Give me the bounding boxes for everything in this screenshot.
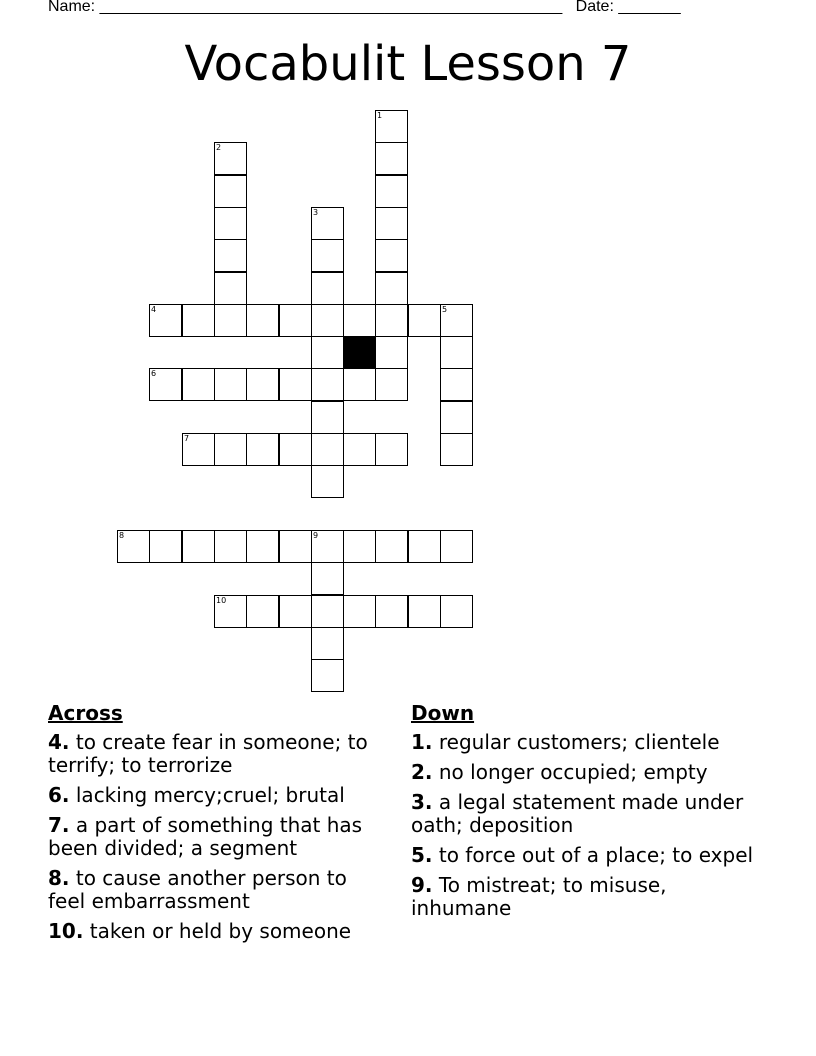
clue-text: a part of something that has been divided; a segment [48, 813, 363, 860]
cell-number: 5 [442, 305, 448, 314]
grid-cell[interactable] [182, 530, 215, 563]
clue-down-9 [411, 874, 771, 920]
clue-number: 1. [411, 730, 433, 754]
cell-number: 10 [216, 596, 227, 605]
grid-cell[interactable] [311, 368, 344, 401]
clue-down-5 [411, 844, 771, 867]
cell-number: 3 [313, 208, 319, 217]
grid-cell[interactable] [214, 304, 247, 337]
clue-across-6 [48, 784, 388, 807]
clue-across-4 [48, 731, 388, 777]
date-field-label[interactable]: Date: _______ [575, 0, 681, 15]
grid-cell[interactable] [311, 627, 344, 660]
cell-number: 6 [151, 369, 157, 378]
clue-text: lacking mercy;cruel; brutal [75, 783, 345, 807]
clue-text: no longer occupied; empty [438, 760, 708, 784]
grid-cell[interactable] [311, 304, 344, 337]
grid-cell[interactable] [311, 562, 344, 595]
page-title: Vocabulit Lesson 7 [184, 36, 632, 92]
grid-cell[interactable] [375, 207, 408, 240]
grid-cell[interactable] [149, 530, 182, 563]
cell-number: 8 [119, 531, 125, 540]
grid-cell[interactable] [214, 433, 247, 466]
grid-cell[interactable] [440, 368, 473, 401]
grid-cell[interactable] [246, 530, 279, 563]
grid-cell[interactable] [343, 433, 376, 466]
clue-text: taken or held by someone [89, 919, 352, 943]
clue-text: to force out of a place; to expel [438, 843, 754, 867]
grid-cell[interactable] [343, 595, 376, 628]
grid-cell[interactable] [149, 368, 182, 401]
grid-cell[interactable] [375, 110, 408, 143]
grid-cell[interactable] [343, 304, 376, 337]
grid-cell[interactable] [375, 368, 408, 401]
name-field-label[interactable]: Name: ____________________________________________________ [48, 0, 563, 15]
cell-number: 4 [151, 305, 157, 314]
clue-number: 4. [48, 730, 70, 754]
clue-text: regular customers; clientele [438, 730, 720, 754]
clue-across-7 [48, 814, 388, 860]
grid-cell[interactable] [246, 368, 279, 401]
grid-cell[interactable] [440, 304, 473, 337]
clue-number: 9. [411, 873, 433, 897]
grid-cell[interactable] [279, 433, 312, 466]
down-heading: Down [411, 701, 475, 725]
grid-cell[interactable] [149, 304, 182, 337]
clue-across-10 [48, 920, 388, 943]
grid-cell[interactable] [375, 272, 408, 305]
cell-number: 1 [377, 111, 383, 120]
grid-cell[interactable] [311, 239, 344, 272]
blocked-cell [343, 336, 376, 369]
grid-cell[interactable] [343, 368, 376, 401]
grid-cell[interactable] [214, 239, 247, 272]
grid-cell[interactable] [311, 272, 344, 305]
clue-number: 5. [411, 843, 433, 867]
grid-cell[interactable] [311, 465, 344, 498]
clue-text: a legal statement made under oath; deposition [411, 790, 744, 837]
grid-cell[interactable] [375, 595, 408, 628]
clue-number: 3. [411, 790, 433, 814]
down-clues [411, 702, 771, 927]
grid-cell[interactable] [440, 336, 473, 369]
grid-cell[interactable] [214, 368, 247, 401]
grid-cell[interactable] [408, 304, 441, 337]
grid-cell[interactable] [375, 433, 408, 466]
grid-cell[interactable] [214, 207, 247, 240]
grid-cell[interactable] [246, 304, 279, 337]
grid-cell[interactable] [182, 368, 215, 401]
clue-number: 8. [48, 866, 70, 890]
clue-text: To mistreat; to misuse, inhumane [411, 873, 667, 920]
across-heading: Across [48, 701, 123, 725]
grid-cell[interactable] [279, 530, 312, 563]
grid-cell[interactable] [375, 142, 408, 175]
grid-cell[interactable] [408, 530, 441, 563]
grid-cell[interactable] [311, 401, 344, 434]
clue-number: 7. [48, 813, 70, 837]
cell-number: 7 [184, 434, 190, 443]
grid-cell[interactable] [246, 433, 279, 466]
grid-cell[interactable] [182, 304, 215, 337]
clue-across-8 [48, 867, 388, 913]
grid-cell[interactable] [214, 175, 247, 208]
grid-cell[interactable] [279, 368, 312, 401]
clue-text: to create fear in someone; to terrify; to terrorize [48, 730, 368, 777]
clue-number: 10. [48, 919, 84, 943]
clue-text: to cause another person to feel embarrassment [48, 866, 347, 913]
grid-cell[interactable] [246, 595, 279, 628]
grid-cell[interactable] [311, 659, 344, 692]
clue-number: 2. [411, 760, 433, 784]
grid-cell[interactable] [311, 336, 344, 369]
grid-cell[interactable] [375, 239, 408, 272]
grid-cell[interactable] [375, 336, 408, 369]
grid-cell[interactable] [279, 304, 312, 337]
grid-cell[interactable] [214, 595, 247, 628]
grid-cell[interactable] [408, 595, 441, 628]
grid-cell[interactable] [375, 530, 408, 563]
grid-cell[interactable] [440, 433, 473, 466]
cell-number: 2 [216, 143, 222, 152]
grid-cell[interactable] [375, 304, 408, 337]
grid-cell[interactable] [279, 595, 312, 628]
grid-cell[interactable] [117, 530, 150, 563]
grid-cell[interactable] [311, 530, 344, 563]
clue-number: 6. [48, 783, 70, 807]
grid-cell[interactable] [214, 530, 247, 563]
clue-down-3 [411, 791, 771, 837]
grid-cell[interactable] [311, 595, 344, 628]
clue-down-2 [411, 761, 771, 784]
grid-cell[interactable] [375, 175, 408, 208]
grid-cell[interactable] [440, 595, 473, 628]
grid-cell[interactable] [182, 433, 215, 466]
across-clues [48, 702, 388, 950]
grid-cell[interactable] [440, 401, 473, 434]
grid-cell[interactable] [311, 207, 344, 240]
clue-down-1 [411, 731, 771, 754]
grid-cell[interactable] [214, 272, 247, 305]
grid-cell[interactable] [311, 433, 344, 466]
grid-cell[interactable] [214, 142, 247, 175]
cell-number: 9 [313, 531, 319, 540]
grid-cell[interactable] [343, 530, 376, 563]
grid-cell[interactable] [440, 530, 473, 563]
